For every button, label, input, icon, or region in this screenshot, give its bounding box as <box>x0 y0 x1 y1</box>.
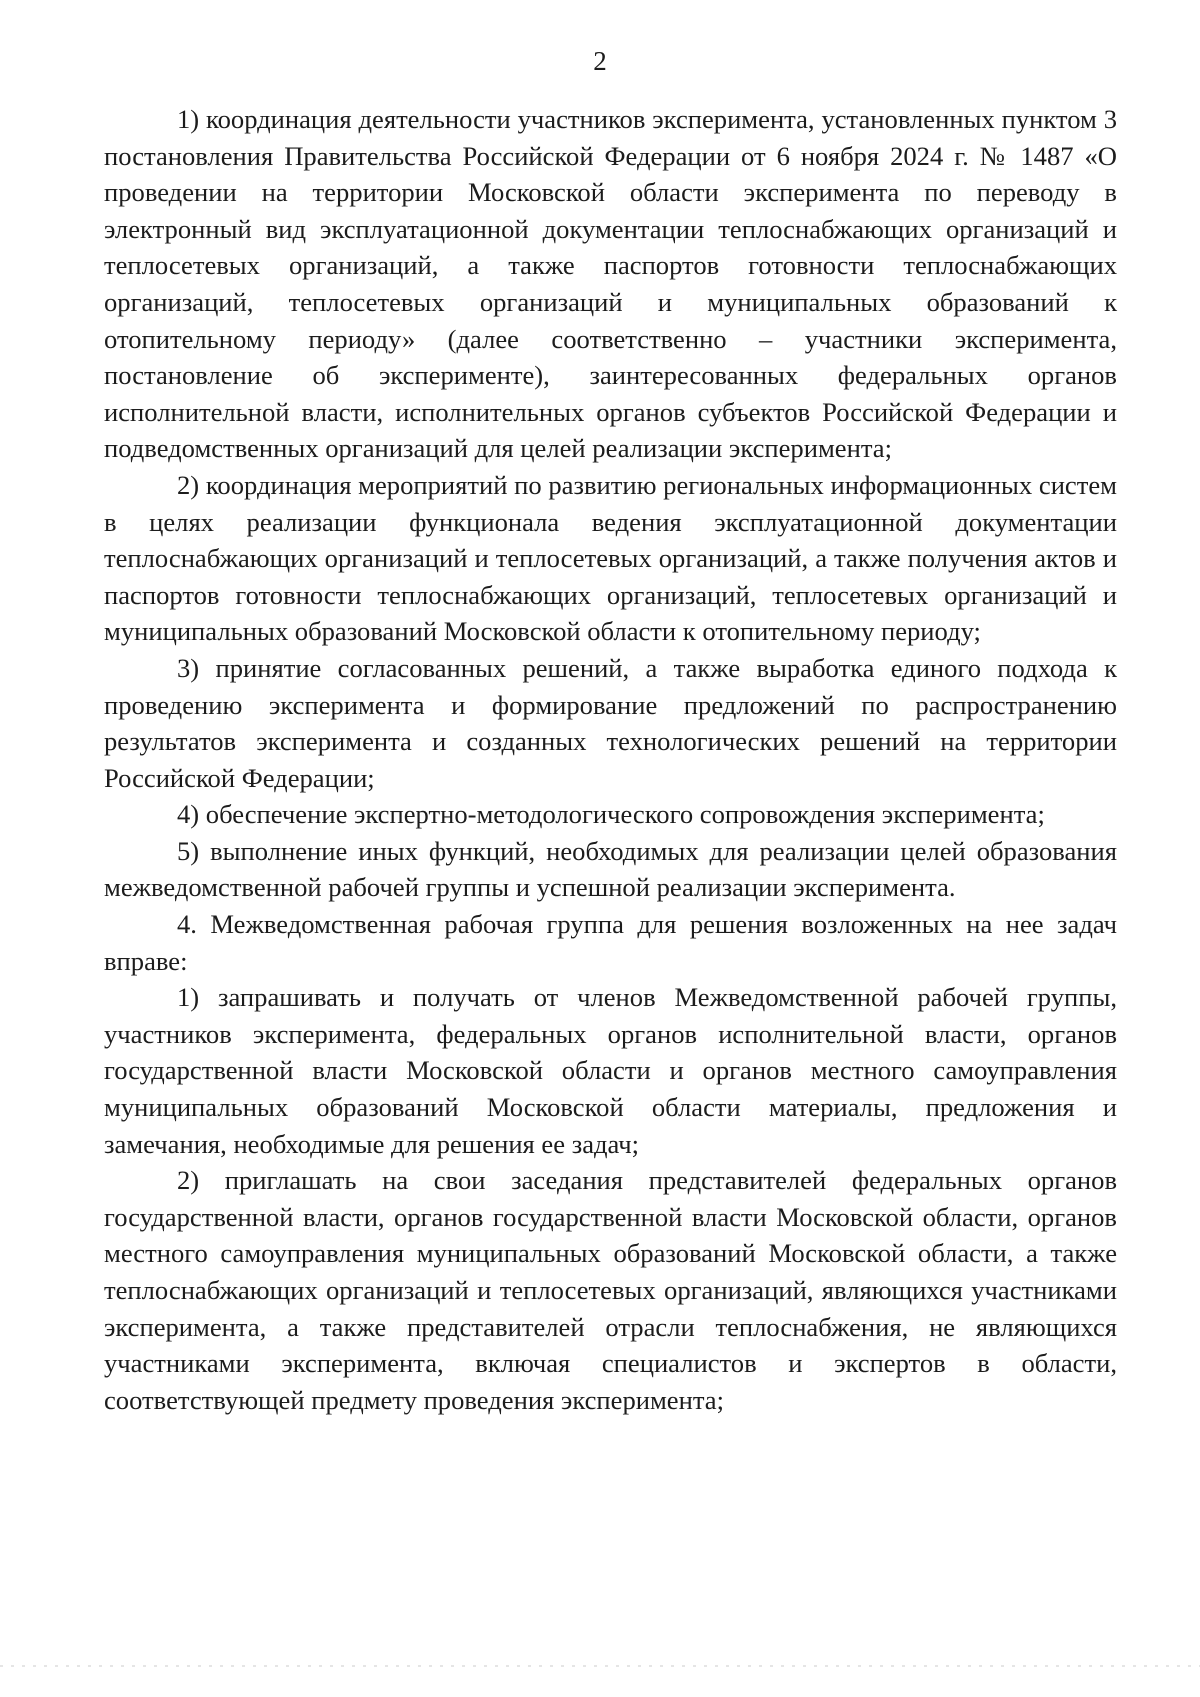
paragraph-task-3: 3) принятие согласованных решений, а также выработка единого подхода к проведению эксперимента и формирование предложений по распространению результатов эксперимента и созданных технологических решений на территории Российской Федерации; <box>104 652 1117 793</box>
scan-noise-line <box>0 1665 1200 1667</box>
paragraph-task-2: 2) координация мероприятий по развитию региональных информационных систем в целях реализации функционала ведения эксплуатационной документации теплоснабжающих организаций и теплосетевых организаций, а также получения актов и паспортов готовности теплоснабжающих организаций, теплосетевых организаций и муниципальных образований Московской области к отопительному периоду; <box>104 469 1117 647</box>
page-number: 2 <box>593 46 607 76</box>
document-body <box>104 101 1117 1418</box>
paragraph-right-1: 1) запрашивать и получать от членов Межведомственной рабочей группы, участников эксперимента, федеральных органов исполнительной власти, органов государственной власти Московской области и органов местного самоуправления муниципальных образований Московской области материалы, предложения и замечания, необходимые для решения ее задач; <box>104 982 1117 1159</box>
paragraph-right-2: 2) приглашать на свои заседания представителей федеральных органов государственной власти, органов государственной власти Московской области, органов местного самоуправления муниципальных образований Московской области, а также теплоснабжающих организаций и теплосетевых организаций, являющихся участниками эксперимента, а также представителей отрасли теплоснабжения, не являющихся участниками эксперимента, включая специалистов и экспертов в области, соответствующей предмету проведения эксперимента; <box>104 1165 1117 1415</box>
paragraph-section-4: 4. Межведомственная рабочая группа для решения возложенных на нее задач вправе: <box>104 909 1117 976</box>
paragraph-task-1: 1) координация деятельности участников эксперимента, установленных пунктом 3 постановления Правительства Российской Федерации от 6 ноября 2024 г. № 1487 «О проведении на территории Московской области эксперимента по переводу в электронный вид эксплуатационной документации теплоснабжающих организаций и теплосетевых организаций, а также паспортов готовности теплоснабжающих организаций, теплосетевых организаций и муниципальных образований к отопительному периоду» (далее соответственно – участники эксперимента, постановление об эксперименте), заинтересованных федеральных органов исполнительной власти, исполнительных органов субъектов Российской Федерации и подведомственных организаций для целей реализации эксперимента; <box>104 104 1117 464</box>
paragraph-task-5: 5) выполнение иных функций, необходимых для реализации целей образования межведомственной рабочей группы и успешной реализации эксперимента. <box>104 835 1117 903</box>
paragraph-task-4: 4) обеспечение экспертно-методологического сопровождения эксперимента; <box>177 799 1045 830</box>
